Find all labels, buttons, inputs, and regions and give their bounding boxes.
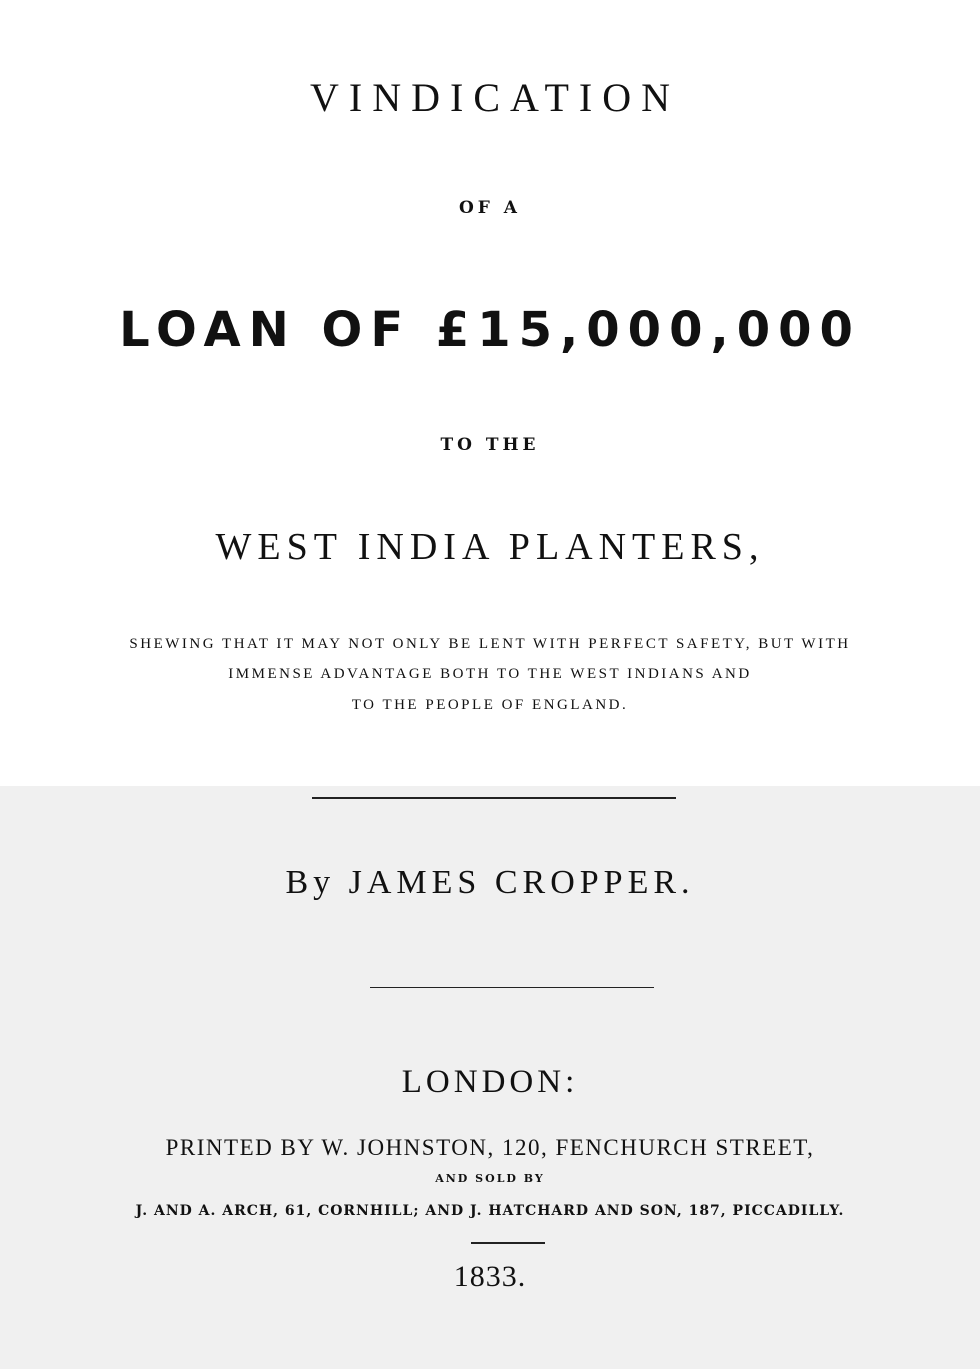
loan-heading: LOAN OF £15,000,000 (119, 302, 861, 358)
imprint-city: LONDON: (401, 1064, 579, 1100)
author-line: By JAMES CROPPER. (285, 864, 695, 901)
planters-heading: WEST INDIA PLANTERS, (215, 526, 765, 568)
imprint-sold-by: AND SOLD BY (435, 1172, 545, 1185)
title-connector-to-the: TO THE (440, 435, 540, 455)
subtitle-line-3: TO THE PEOPLE OF ENGLAND. (351, 697, 629, 713)
subtitle-line-2: IMMENSE ADVANTAGE BOTH TO THE WEST INDIANS AND (228, 666, 752, 682)
title-connector-of-a: OF A (459, 198, 521, 218)
book-title: VINDICATION (310, 75, 680, 120)
divider-rule-upper (312, 797, 676, 799)
subtitle-line-1: SHEWING THAT IT MAY NOT ONLY BE LENT WITH PERFECT SAFETY, BUT WITH (129, 636, 851, 652)
imprint-printer: PRINTED BY W. JOHNSTON, 120, FENCHURCH STREET, (165, 1135, 815, 1160)
divider-rule-middle (370, 987, 654, 988)
divider-rule-lower (471, 1242, 545, 1244)
imprint-sellers: J. AND A. ARCH, 61, CORNHILL; AND J. HATCHARD AND SON, 187, PICCADILLY. (135, 1203, 845, 1219)
publication-year: 1833. (453, 1260, 527, 1293)
